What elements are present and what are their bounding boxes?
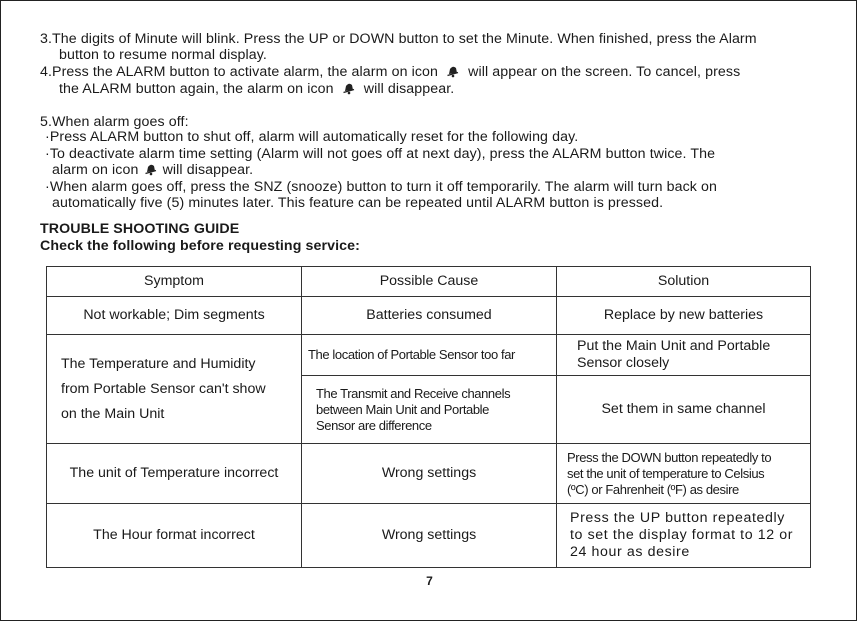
step-5-bullet-2: ·To deactivate alarm time setting (Alarm will not goes off at next day), press the ALARM button twice. The <box>45 146 716 162</box>
step-5-bullet-3: ·When alarm goes off, press the SNZ (snooze) button to turn it off temporarily. The alarm will turn back on <box>45 179 718 195</box>
page-number: 7 <box>426 574 433 588</box>
step-3-line-1: 3.The digits of Minute will blink. Press the UP or DOWN button to set the Minute. When finished, press the Alarm <box>40 31 757 47</box>
table-row <box>47 335 811 376</box>
table-row <box>47 504 811 568</box>
bullet: · <box>45 146 50 162</box>
solution-cell: Press the UP button repeatedly to set the display format to 12 or 24 hour as desire <box>557 504 811 568</box>
table-header-row <box>47 267 811 297</box>
troubleshooting-table <box>46 266 811 568</box>
cause-cell: Batteries consumed <box>302 297 557 335</box>
alarm-bell-icon <box>143 162 159 176</box>
alarm-bell-icon <box>442 64 464 78</box>
bullet: · <box>45 179 50 195</box>
step-5-bullet-2-line-2: alarm on icon will disappear. <box>52 162 254 178</box>
step-5-bullet-1: ·Press ALARM button to shut off, alarm will automatically reset for the following day. <box>45 129 579 145</box>
symptom-cell: Not workable; Dim segments <box>47 297 302 335</box>
header-possible-cause: Possible Cause <box>302 267 557 297</box>
step-5-bullet-3-line-2: automatically five (5) minutes later. This feature can be repeated until ALARM button is pressed. <box>52 195 664 211</box>
solution-cell: Press the DOWN button repeatedly to set the unit of temperature to Celsius (ºC) or Fahrenheit (ºF) as desire <box>557 444 811 504</box>
solution-cell: Put the Main Unit and Portable Sensor closely <box>557 335 811 376</box>
step-4-line-2: the ALARM button again, the alarm on icon will disappear. <box>59 81 455 97</box>
guide-title: TROUBLE SHOOTING GUIDE <box>40 221 240 237</box>
step-5-title: 5.When alarm goes off: <box>40 114 189 130</box>
cause-cell: The Transmit and Receive channels between Main Unit and Portable Sensor are difference <box>302 376 557 444</box>
solution-cell: Set them in same channel <box>557 376 811 444</box>
cause-cell: Wrong settings <box>302 444 557 504</box>
symptom-cell: The Temperature and Humidity from Portable Sensor can't show on the Main Unit <box>47 335 302 444</box>
solution-cell: Replace by new batteries <box>557 297 811 335</box>
symptom-cell: The Hour format incorrect <box>47 504 302 568</box>
step-4-line-1: 4.Press the ALARM button to activate alarm, the alarm on icon will appear on the screen. To cancel, press <box>40 64 741 80</box>
bullet: · <box>45 129 50 145</box>
table-row <box>47 444 811 504</box>
symptom-cell: The unit of Temperature incorrect <box>47 444 302 504</box>
alarm-bell-icon <box>338 81 360 95</box>
header-solution: Solution <box>557 267 811 297</box>
step-3-line-2: button to resume normal display. <box>59 47 267 63</box>
guide-subtitle: Check the following before requesting service: <box>40 238 360 254</box>
cause-cell: The location of Portable Sensor too far <box>302 335 557 376</box>
cause-cell: Wrong settings <box>302 504 557 568</box>
table-row <box>47 297 811 335</box>
header-symptom: Symptom <box>47 267 302 297</box>
